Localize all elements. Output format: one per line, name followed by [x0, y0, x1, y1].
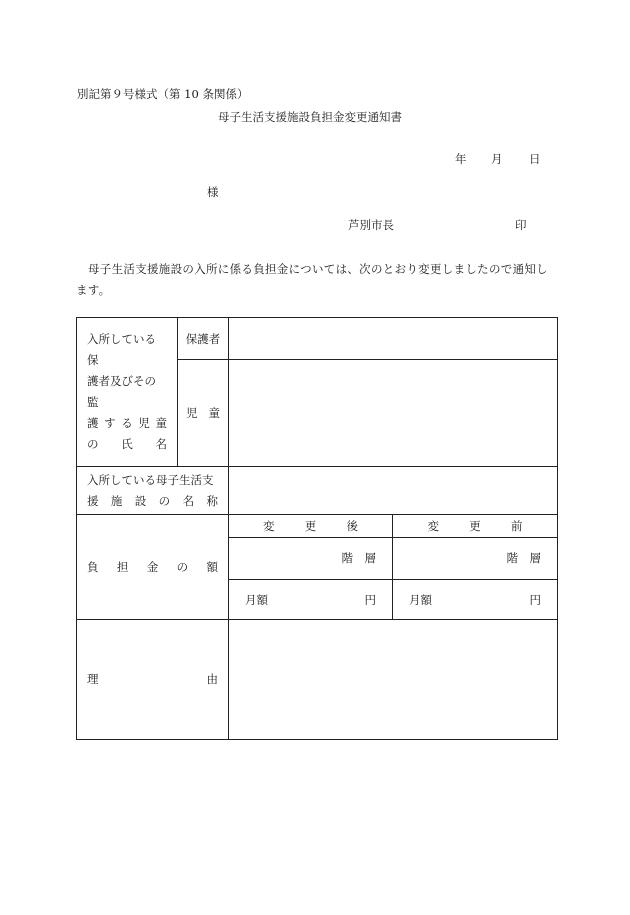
form-reference: 別記第９号様式（第 10 条関係） [77, 87, 249, 101]
child-label: 児 童 [178, 360, 229, 467]
year-label: 年 [455, 152, 467, 166]
guardian-name-field[interactable] [229, 318, 558, 360]
after-yen-label: 円 [364, 592, 376, 607]
before-tier-label: 階 層 [506, 551, 541, 565]
facility-label [77, 467, 229, 515]
facility-label-line-2: 援 施 設 の 名 称 [87, 493, 218, 508]
before-yen-label: 円 [529, 592, 541, 607]
facility-label-line-1: 入所している母子生活支 [87, 472, 214, 487]
facility-name-field[interactable] [229, 467, 558, 515]
names-label-line-4: の 氏 名 [87, 437, 167, 451]
notice-form-table [76, 317, 558, 740]
before-monthly-field[interactable] [393, 580, 558, 620]
before-change-header: 変 更 前 [393, 515, 558, 538]
child-name-field[interactable] [229, 360, 558, 467]
after-tier-field[interactable] [229, 538, 393, 580]
seal-mark: 印 [515, 218, 527, 232]
notice-body: 母子生活支援施設の入所に係る負担金については、次のとおり変更しましたので通知します。 [76, 262, 548, 297]
names-label-line-3: 護 す る 児 童 [87, 416, 167, 430]
recipient-suffix: 様 [207, 185, 219, 199]
reason-field[interactable] [229, 620, 558, 740]
after-tier-label: 階 層 [341, 551, 376, 565]
issuer-name: 芦別市長 [348, 218, 394, 232]
names-label-line-2: 護者及びその監 [87, 374, 156, 409]
names-label-line-1: 入所している保 [87, 332, 156, 367]
names-label-cell [77, 318, 178, 467]
reason-label: 理 由 [77, 620, 229, 740]
after-monthly-label: 月額 [245, 592, 268, 607]
after-change-header: 変 更 後 [229, 515, 393, 538]
after-monthly-field[interactable] [229, 580, 393, 620]
amount-label: 負 担 金 の 額 [77, 515, 229, 620]
document-title: 母子生活支援施設負担金変更通知書 [218, 110, 402, 124]
guardian-label: 保護者 [178, 318, 229, 360]
before-monthly-label: 月額 [409, 592, 432, 607]
day-label: 日 [529, 152, 541, 166]
before-tier-field[interactable] [393, 538, 558, 580]
month-label: 月 [491, 152, 503, 166]
